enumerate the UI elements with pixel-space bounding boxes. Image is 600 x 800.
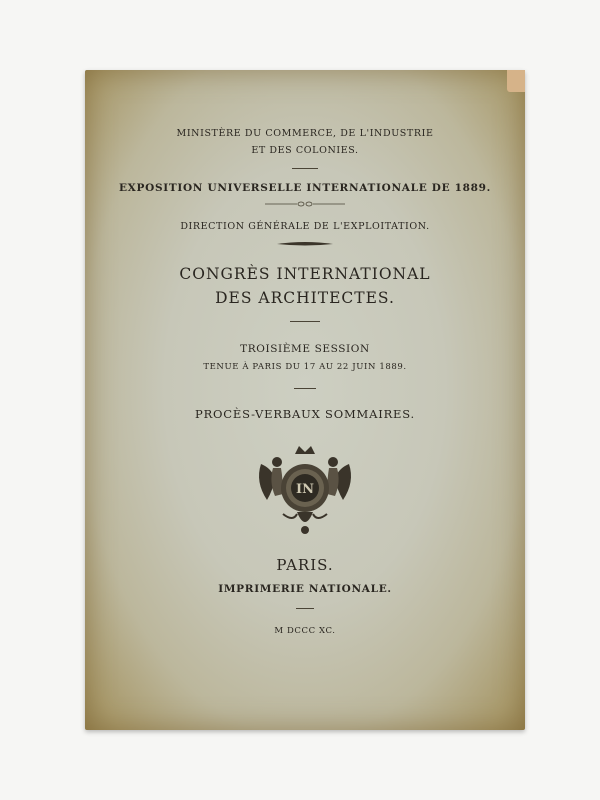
printer-name: IMPRIMERIE NATIONALE. (218, 583, 392, 595)
congress-title-line-1: CONGRÈS INTERNATIONAL (179, 265, 431, 283)
exposition-heading: EXPOSITION UNIVERSELLE INTERNATIONALE DE 1889. (118, 182, 492, 194)
divider-rule (294, 388, 316, 389)
ornament-divider (265, 200, 345, 208)
session-heading: TROISIÈME SESSION (240, 343, 370, 355)
publication-year: M DCCC XC. (274, 626, 336, 636)
document-cover (85, 70, 525, 730)
minutes-heading: PROCÈS-VERBAUX SOMMAIRES. (195, 407, 415, 421)
emblem-monogram: IN (296, 482, 314, 497)
congress-title-line-2: DES ARCHITECTES. (215, 289, 395, 307)
ministry-line-2: ET DES COLONIES. (251, 145, 359, 156)
imprimerie-nationale-emblem (253, 442, 357, 542)
divider-rule (292, 168, 318, 169)
city: PARIS. (276, 556, 334, 574)
direction-heading: DIRECTION GÉNÉRALE DE L'EXPLOITATION. (180, 221, 430, 232)
torn-corner (507, 70, 525, 92)
ministry-line-1: MINISTÈRE DU COMMERCE, DE L'INDUSTRIE (176, 128, 434, 139)
divider-rule (296, 608, 314, 609)
session-dates: TENUE À PARIS DU 17 AU 22 JUIN 1889. (203, 362, 407, 372)
ornament-divider (277, 241, 333, 247)
divider-rule (290, 321, 320, 322)
